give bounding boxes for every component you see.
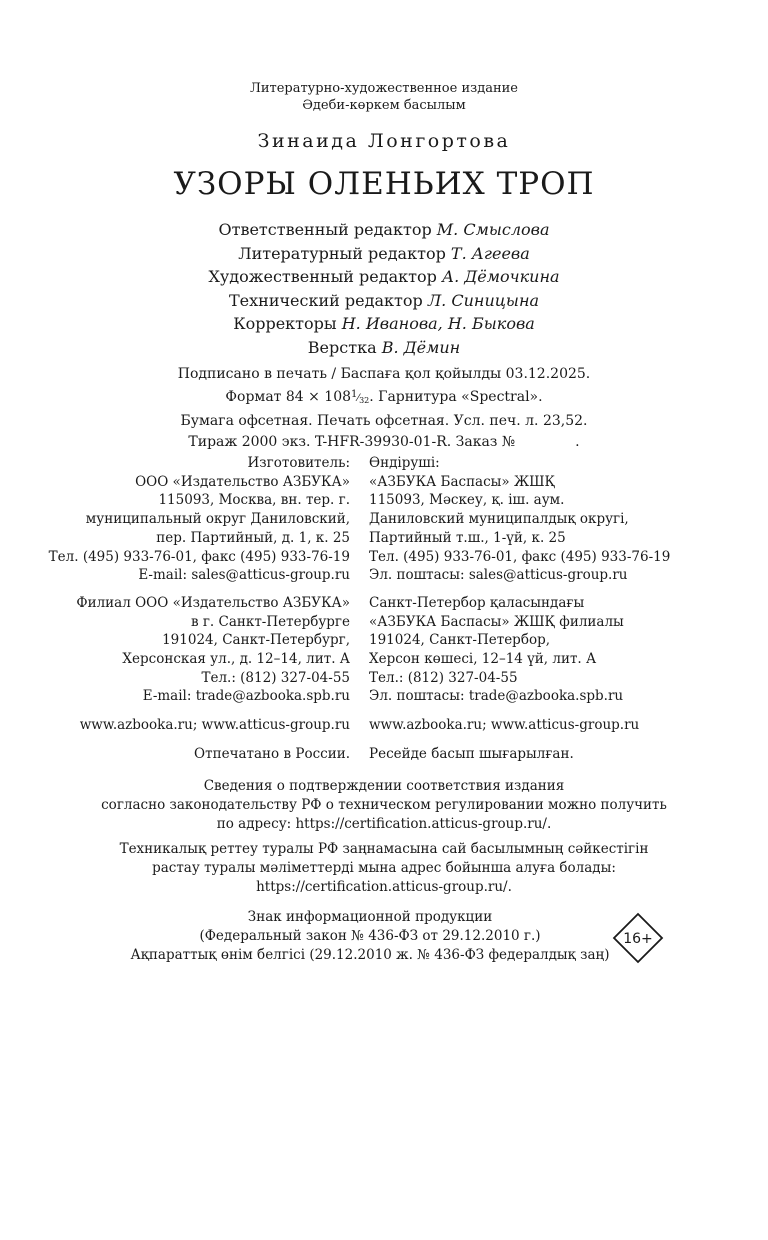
branch-city: «АЗБУКА Баспасы» ЖШҚ филиалы	[369, 613, 624, 630]
credit-person: В. Дёмин	[381, 337, 461, 357]
format-fraction: $^1⁄_{32}$	[351, 388, 370, 405]
author-name: Зинаида Лонгортова	[257, 130, 511, 152]
certification-line: https://certification.atticus-group.ru/.	[256, 879, 512, 895]
paper-line: Бумага офсетная. Печать офсетная. Усл. печ. л. 23,52.	[180, 413, 588, 429]
credit-line	[0, 242, 768, 266]
phone-line: Тел.: (812) 327-04-55	[201, 669, 350, 686]
credit-person: Т. Агеева	[450, 243, 530, 263]
manufacturer-ru	[30, 454, 350, 585]
edition-type-kz: Әдеби-көркем басылым	[302, 98, 466, 113]
email-line: E-mail: trade@azbooka.spb.ru	[142, 688, 350, 705]
credit-role: Технический редактор	[228, 290, 423, 310]
sign-line: (Федеральный закон № 436-ФЗ от 29.12.2010 г.)	[199, 928, 541, 944]
phone-line: Тел. (495) 933-76-01, факс (495) 933-76-19	[48, 548, 350, 565]
certification-line: Сведения о подтверждении соответствия издания	[203, 778, 565, 794]
credit-role: Верстка	[307, 337, 377, 357]
certification-line: согласно законодательству РФ о техническом регулировании можно получить	[101, 797, 667, 813]
address-line: 191024, Санкт-Петербург,	[162, 632, 350, 649]
branch-name: Санкт-Петербор қаласындағы	[369, 594, 585, 611]
address-line: Партийный т.ш., 1-үй, к. 25	[369, 529, 566, 546]
edition-type-ru: Литературно-художественное издание	[250, 81, 518, 96]
company-name: ООО «Издательство АЗБУКА»	[135, 473, 350, 490]
address-line: 115093, Мәскеу, қ. іш. аум.	[369, 492, 565, 509]
printed-in-ru: Отпечатано в России.	[194, 745, 350, 762]
branch-city: в г. Санкт-Петербурге	[190, 613, 350, 630]
address-line: Даниловский муниципалдық округі,	[369, 511, 629, 528]
printed-in-kz: Ресейде басып шығарылған.	[369, 745, 574, 762]
phone-line: Тел. (495) 933-76-01, факс (495) 933-76-19	[369, 548, 671, 565]
credit-role: Литературный редактор	[238, 243, 446, 263]
print-details	[0, 364, 768, 452]
address-line: 191024, Санкт-Петербор,	[369, 632, 551, 649]
credit-person: М. Смыслова	[436, 220, 550, 239]
edition-type	[0, 80, 768, 114]
typeface-label: . Гарнитура «Spectral».	[369, 388, 543, 405]
certification-line: по адресу: https://certification.atticus-group.ru/.	[216, 816, 552, 832]
certification-kz	[0, 840, 768, 897]
manufacturer-kz	[369, 454, 749, 585]
address-line: Херсон көшесі, 12–14 үй, лит. А	[369, 651, 597, 668]
credit-person: Л. Синицына	[427, 290, 540, 310]
manufacturer-heading: Өндіруші:	[369, 455, 440, 471]
run-line	[0, 432, 768, 453]
format-numerator: 1	[351, 388, 358, 400]
certification-line: Техникалық реттеу туралы РФ заңнамасына сай басылымның сәйкестігін	[119, 841, 649, 857]
credit-person: А. Дёмочкина	[441, 267, 560, 286]
email-line: Эл. поштасы: sales@atticus-group.ru	[369, 567, 628, 584]
format-line	[0, 385, 768, 412]
certification-line: растау туралы мәліметтерді мына адрес бойынша алуға болады:	[152, 860, 616, 876]
branch-ru	[30, 594, 350, 706]
branch-name: Филиал ООО «Издательство АЗБУКА»	[76, 594, 350, 611]
credit-person: Н. Иванова, Н. Быкова	[341, 314, 535, 333]
age-rating-label: 16+	[623, 931, 653, 947]
sign-line: Знак информационной продукции	[247, 909, 493, 925]
age-rating-badge	[612, 912, 664, 964]
address-line: Херсонская ул., д. 12–14, лит. А	[122, 651, 350, 668]
branch-kz	[369, 594, 749, 706]
run-text: Тираж 2000 экз. T-HFR-39930-01-R. Заказ №	[188, 433, 516, 450]
email-line: Эл. поштасы: trade@azbooka.spb.ru	[369, 688, 624, 705]
credit-role: Корректоры	[233, 314, 337, 333]
sign-line: Ақпараттық өнім белгісі (29.12.2010 ж. № 436-ФЗ федералдық заң)	[130, 947, 610, 963]
run-end: .	[575, 433, 580, 450]
credit-role: Ответственный редактор	[218, 220, 432, 239]
publisher-info-ru	[30, 454, 350, 764]
websites-ru: www.azbooka.ru; www.atticus-group.ru	[79, 717, 350, 734]
address-line: 115093, Москва, вн. тер. г.	[158, 492, 350, 509]
credit-line	[0, 312, 768, 336]
address-line: муниципальный округ Даниловский,	[85, 511, 350, 528]
certification-ru	[0, 777, 768, 834]
credits-list	[0, 218, 768, 359]
email-line: E-mail: sales@atticus-group.ru	[138, 567, 350, 584]
credit-line	[0, 289, 768, 313]
credit-line	[0, 218, 768, 242]
websites-kz: www.azbooka.ru; www.atticus-group.ru	[369, 717, 640, 734]
credit-role: Художественный редактор	[208, 267, 437, 286]
signed-date: Подписано в печать / Баспаға қол қойылды 03.12.2025.	[177, 366, 591, 382]
publisher-info-kz	[369, 454, 749, 764]
format-label: Формат 84 × 108	[225, 388, 352, 405]
manufacturer-heading: Изготовитель:	[247, 455, 350, 471]
address-line: пер. Партийный, д. 1, к. 25	[156, 529, 350, 546]
book-title: УЗОРЫ ОЛЕНЬИХ ТРОП	[173, 166, 595, 202]
phone-line: Тел.: (812) 327-04-55	[369, 669, 518, 686]
credit-line	[0, 336, 768, 360]
format-denominator: 32	[359, 395, 370, 405]
company-name: «АЗБУКА Баспасы» ЖШҚ	[369, 473, 555, 490]
credit-line	[0, 265, 768, 289]
